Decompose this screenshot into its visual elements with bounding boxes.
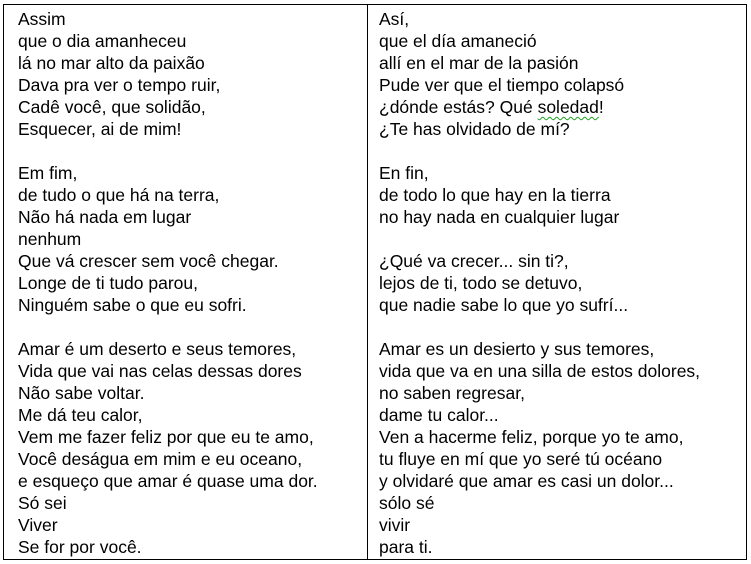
poem-line: de todo lo que hay en la tierra: [379, 185, 611, 205]
poem-line: Não há nada em lugar: [18, 207, 192, 227]
stanza: [18, 162, 367, 316]
poem-line: Longe de ti tudo parou,: [18, 273, 199, 293]
poem-line: lejos de ti, todo se detuvo,: [379, 273, 583, 293]
poem-line: Viver: [18, 515, 58, 535]
poem-line: sólo sé: [379, 493, 435, 513]
poem-line: dame tu calor...: [379, 405, 499, 425]
poem-line: ¿dónde estás? Qué soledad!: [379, 97, 604, 117]
poem-line: Em fim,: [18, 163, 78, 183]
poem-line: e esqueço que amar é quase uma dor.: [18, 471, 318, 491]
poem-line: Você deságua em mim e eu oceano,: [18, 449, 303, 469]
poem-line: Cadê você, que solidão,: [18, 97, 206, 117]
stanza: [379, 8, 746, 140]
stanza: [18, 338, 367, 558]
poem-line: para ti.: [379, 537, 433, 557]
poem-line: Vida que vai nas celas dessas dores: [18, 361, 302, 381]
poem-line: Me dá teu calor,: [18, 405, 143, 425]
poem-line: En fin,: [379, 163, 429, 183]
stanza: [379, 162, 746, 228]
poem-line: Amar é um deserto e seus temores,: [18, 339, 297, 359]
poem-line: vivir: [379, 515, 411, 535]
spanish-column: [368, 5, 746, 559]
poem-line: Só sei: [18, 493, 67, 513]
poem-line: que el día amaneció: [379, 31, 537, 51]
poem-line: y olvidaré que amar es casi un dolor...: [379, 471, 674, 491]
poem-line: Não sabe voltar.: [18, 383, 145, 403]
poem-translation-table: [3, 4, 747, 560]
stanza: [379, 338, 746, 558]
poem-line: ¿Qué va crecer... sin ti?,: [379, 251, 569, 271]
poem-line: Amar es un desierto y sus temores,: [379, 339, 655, 359]
poem-line: allí en el mar de la pasión: [379, 53, 579, 73]
poem-line: Assim: [18, 9, 66, 29]
poem-line: Así,: [379, 9, 410, 29]
poem-line: ¿Te has olvidado de mí?: [379, 119, 570, 139]
stanza: [18, 8, 367, 140]
poem-line: que nadie sabe lo que yo sufrí...: [379, 295, 629, 315]
poem-line: no hay nada en cualquier lugar: [379, 207, 620, 227]
stanza: [379, 250, 746, 316]
poem-line: Pude ver que el tiempo colapsó: [379, 75, 625, 95]
poem-line: Dava pra ver o tempo ruir,: [18, 75, 221, 95]
poem-line: que o dia amanheceu: [18, 31, 187, 51]
poem-line: Que vá crescer sem você chegar.: [18, 251, 279, 271]
poem-line: Ven a hacerme feliz, porque yo te amo,: [379, 427, 684, 447]
poem-line: de tudo o que há na terra,: [18, 185, 220, 205]
poem-line: no saben regresar,: [379, 383, 525, 403]
spellcheck-mark: soledad: [537, 97, 599, 117]
poem-line: Esquecer, ai de mim!: [18, 119, 182, 139]
poem-line: nenhum: [18, 229, 82, 249]
poem-line: lá no mar alto da paixão: [18, 53, 205, 73]
poem-line: Vem me fazer feliz por que eu te amo,: [18, 427, 314, 447]
poem-line: Se for por você.: [18, 537, 142, 557]
poem-line: tu fluye en mí que yo seré tú océano: [379, 449, 663, 469]
poem-line: Ninguém sabe o que eu sofri.: [18, 295, 247, 315]
portuguese-column: [4, 5, 368, 559]
poem-line: vida que va en una silla de estos dolores,: [379, 361, 701, 381]
